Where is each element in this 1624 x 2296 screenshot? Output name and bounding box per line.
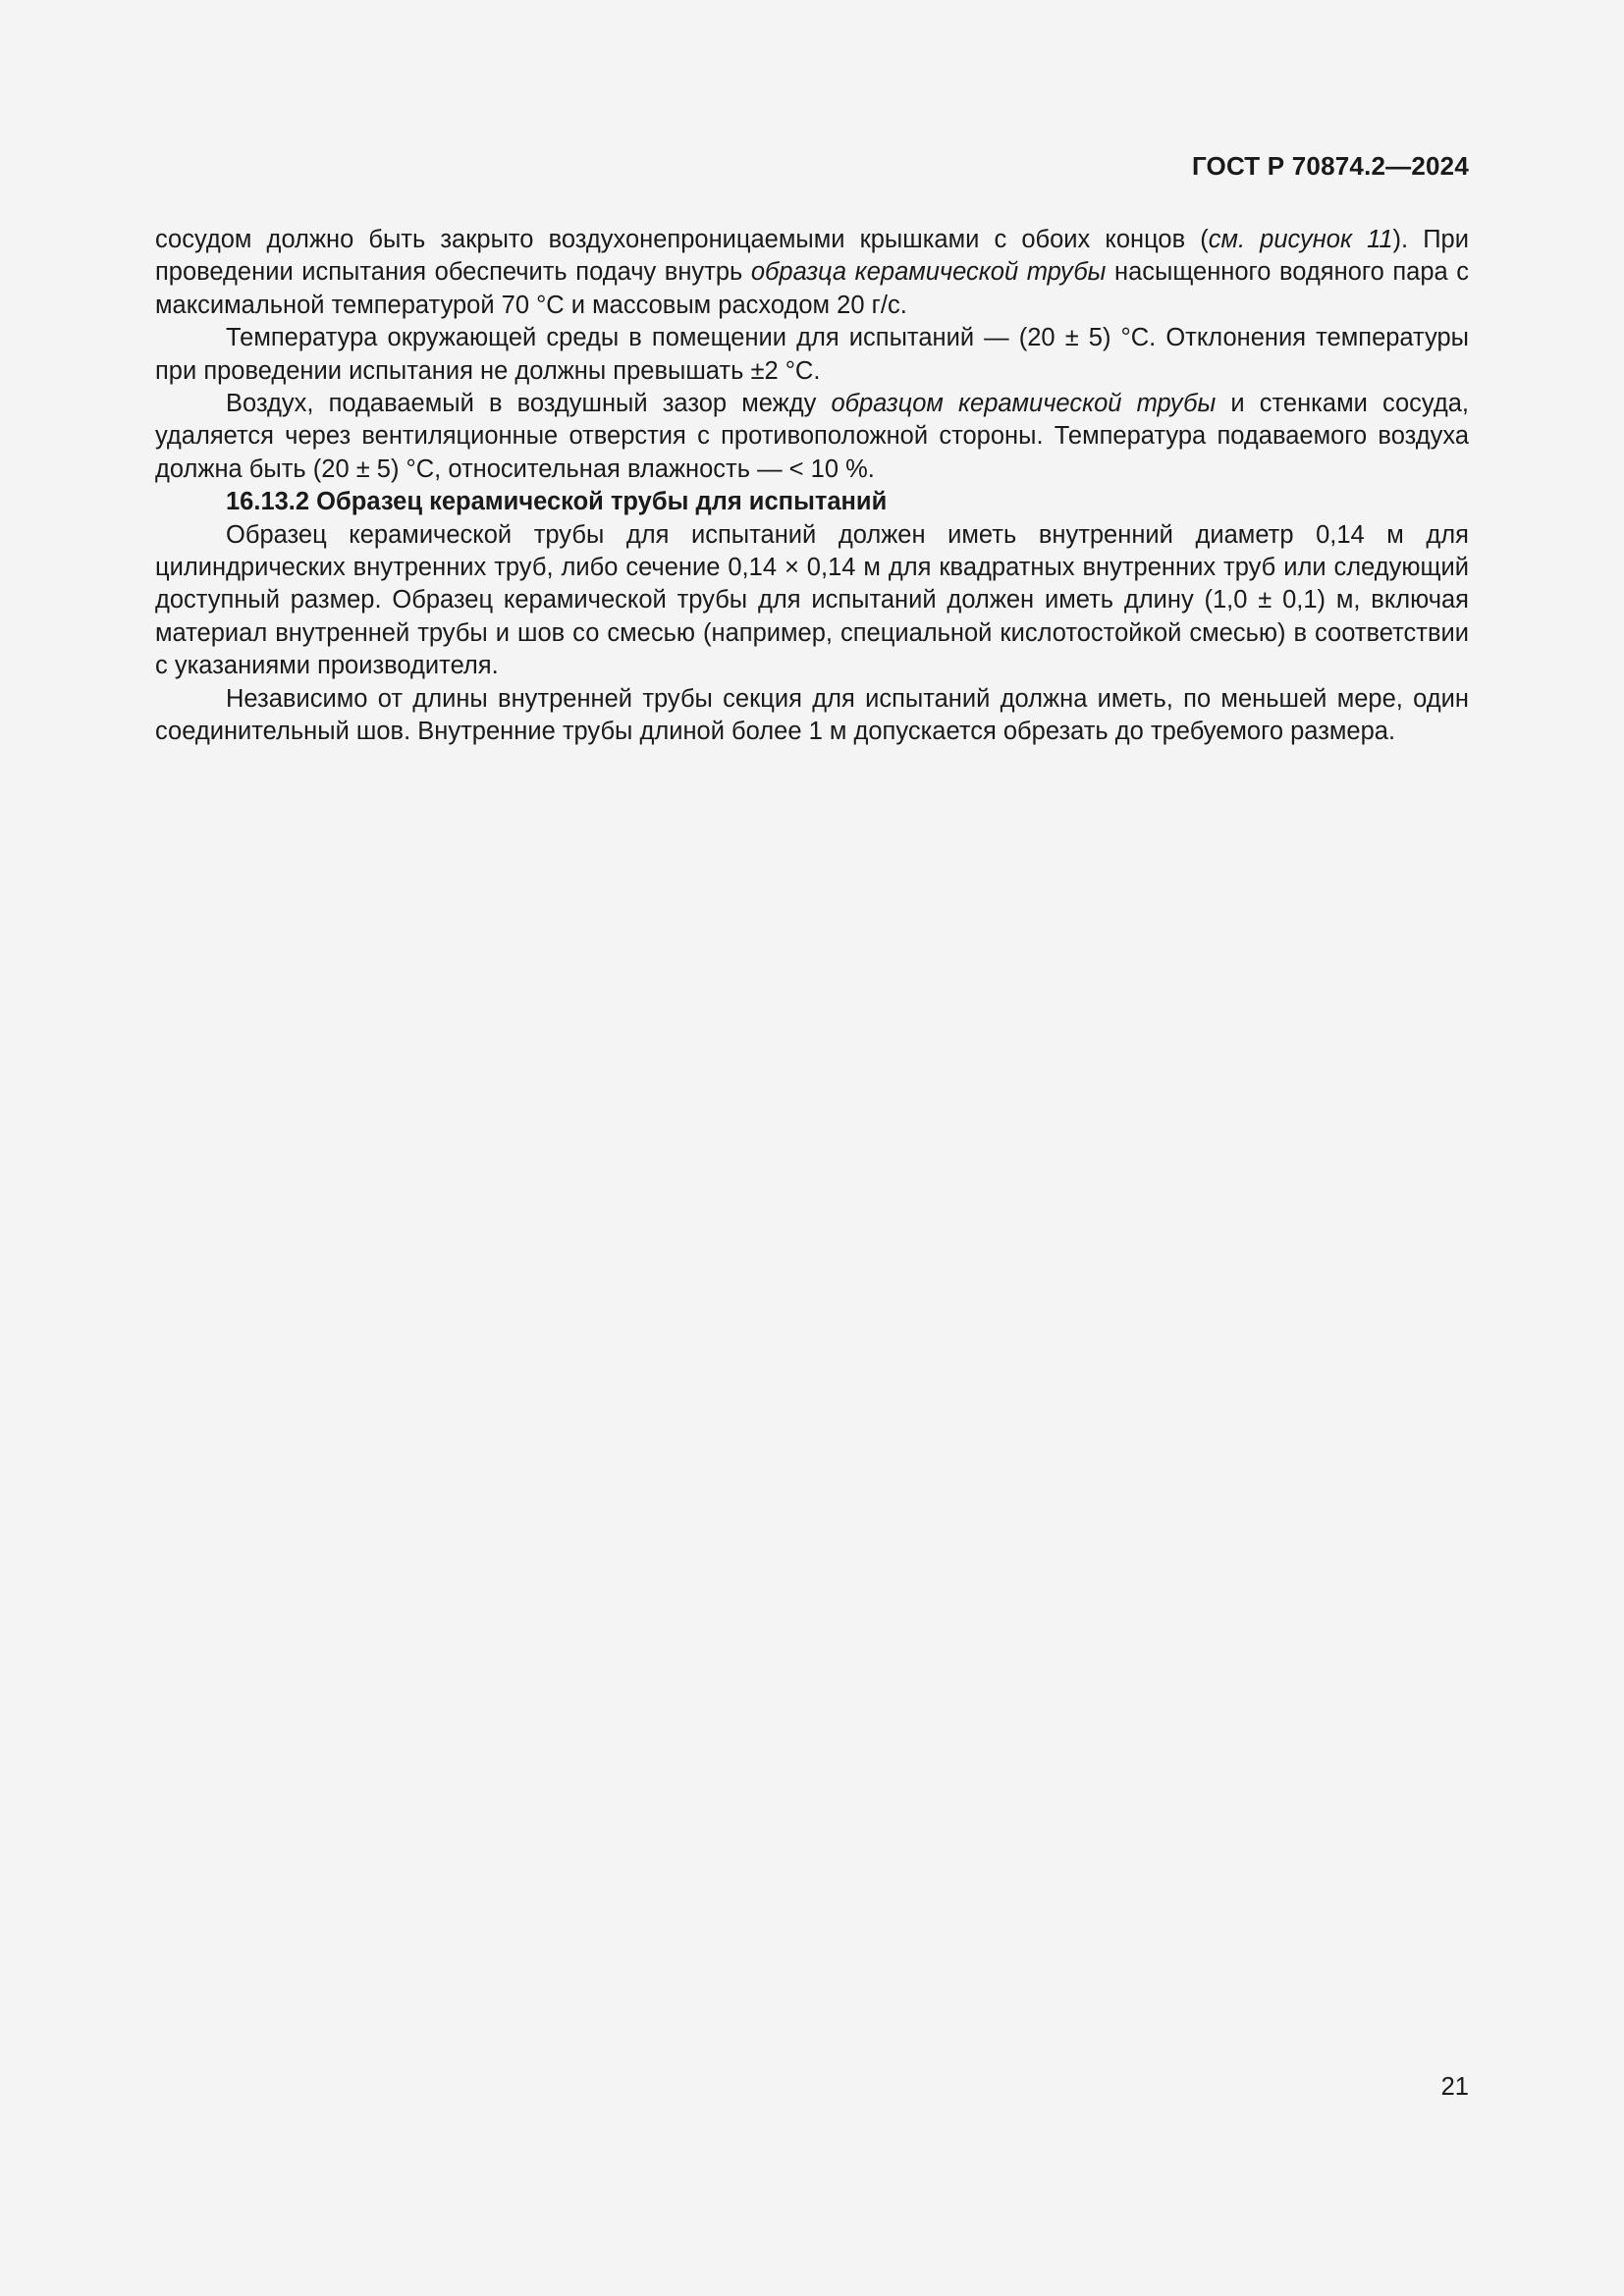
document-body xyxy=(155,224,1469,749)
paragraph-text: насыщенного водяного пара с максимальной температурой 70 °С и массовым расходом 20 г/с. xyxy=(155,258,1470,319)
figure-reference: см. рисунок 11 xyxy=(1208,226,1393,253)
document-code: ГОСТ Р 70874.2—2024 xyxy=(1191,151,1469,181)
emphasized-term: образцом керамической трубы xyxy=(831,390,1217,418)
paragraph-temperature: Температура окружающей среды в помещении для испытаний — (20 ± 5) °С. Отклонения температуры при проведении испытания не должны превышать ±2 °С. xyxy=(155,324,1469,385)
paragraph-sample-dimensions: Образец керамической трубы для испытаний должен иметь внутренний диаметр 0,14 м для цилиндрических внутренних труб, либо сечение 0,14 × 0,14 м для квадратных внутренних труб или следующий доступный размер. Образец керамической трубы для испытаний должен иметь длину (1,0 ± 0,1) м, включая материал внутренней трубы и шов со смесью (например, специальной кислотостойкой смесью) в соответствии с указаниями производителя. xyxy=(155,520,1469,680)
section-heading: 16.13.2 Образец керамической трубы для испытаний xyxy=(226,488,888,516)
paragraph-air-supply xyxy=(155,388,1469,486)
emphasized-term: образца керамической трубы xyxy=(750,258,1107,287)
paragraph-text: Воздух, подаваемый в воздушный зазор между xyxy=(226,390,832,418)
page-number: 21 xyxy=(1440,2073,1469,2101)
paragraph-continuation xyxy=(155,224,1469,322)
paragraph-text: и стенками сосуда, удаляется через вентиляционные отверстия с противоположной стороны. Температура подаваемого воздуха должна быть (20 ± 5) °С, относительная влажность — < 10 %. xyxy=(155,390,1469,483)
paragraph-joint-requirement: Независимо от длины внутренней трубы секция для испытаний должна иметь, по меньшей мере, один соединительный шов. Внутренние трубы длиной более 1 м допускается обрезать до требуемого размера. xyxy=(155,684,1469,746)
paragraph-text: сосудом должно быть закрыто воздухонепроницаемыми крышками с обоих концов ( xyxy=(155,226,1209,253)
paragraph-text: ). При проведении испытания обеспечить подачу внутрь xyxy=(155,226,1469,287)
